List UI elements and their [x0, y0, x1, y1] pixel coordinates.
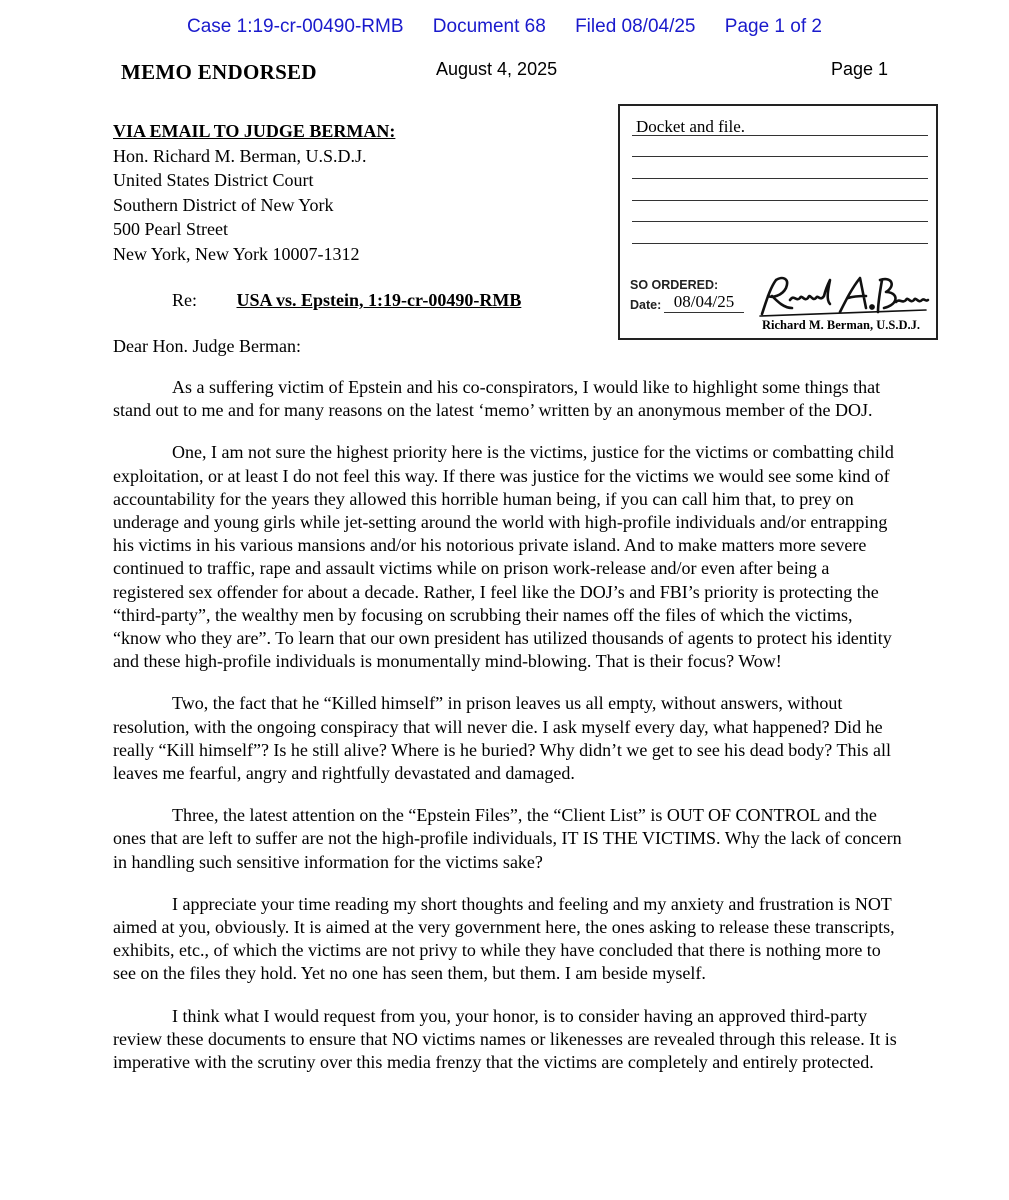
so-ordered-stamp	[618, 104, 938, 340]
address-block	[113, 119, 395, 266]
document-number: Document 68	[432, 16, 546, 37]
body-paragraph: One, I am not sure the highest priority here is the victims, justice for the victims or combatting child exploitation, or at least I do not feel this way. If there was justice for the victims we would see some kind of accountability for the years they allowed this horrible human being, if you can call him that, to prey on underage and young girls while jet-setting around the world with high-profile individuals and/or entrapping his victims in his various mansions and/or his notorious private island. And to make matters more severe continued to traffic, rape and assault victims while on prison work-release and/or even after being a registered sex offender for about a decade. Rather, I feel like the DOJ’s and FBI’s priority is protecting the “third-party”, the wealthy men by focusing on scrubbing their names off the files of which the victims, “know who they are”. To learn that our own president has utilized thousands of agents to protect his identity and these high-profile individuals is monumentally mind-blowing. That is their focus? Wow!	[113, 442, 894, 672]
re-line	[172, 290, 521, 311]
stamp-rule	[632, 135, 928, 136]
memo-endorsed-title: MEMO ENDORSED	[121, 60, 317, 84]
so-ordered-label: SO ORDERED:	[630, 278, 719, 292]
body-paragraph: I think what I would request from you, your honor, is to consider having an approved third-party review these documents to ensure that NO victims names or likenesses are revealed through this release. It is imperative with the scrutiny over this media frenzy that the victims are completely and entirely protected.	[113, 1005, 897, 1073]
body-paragraph: I appreciate your time reading my short thoughts and feeling and my anxiety and frustration is NOT aimed at you, obviously. It is aimed at the very government here, the ones asking to release these transcripts, exhibits, etc., of which the victims are not privy to while they have concluded that there is nothing more to see on the files they hold. Yet no one has seen them, but them. I am beside myself.	[113, 893, 895, 984]
body-paragraph: Three, the latest attention on the “Epstein Files”, the “Client List” is OUT OF CONTROL and the ones that are left to suffer are not the high-profile individuals, IT IS THE VICTIMS. Why the lack of concern in handling such sensitive information for the victims sake?	[113, 805, 902, 872]
address-line: 500 Pearl Street	[113, 219, 228, 239]
salutation: Dear Hon. Judge Berman:	[113, 336, 301, 356]
stamp-date-value: 08/04/25	[664, 292, 744, 313]
stamp-rule	[632, 200, 928, 201]
stamp-rule	[632, 156, 928, 157]
case-number: Case 1:19-cr-00490-RMB	[187, 16, 404, 37]
filed-date: Filed 08/04/25	[575, 16, 696, 37]
filing-header	[0, 16, 1009, 38]
docket-note: Docket and file.	[636, 117, 746, 136]
letter-date: August 4, 2025	[436, 59, 558, 79]
address-line: New York, New York 10007-1312	[113, 243, 360, 264]
address-line: United States District Court	[113, 170, 314, 190]
body-paragraph: Two, the fact that he “Killed himself” in prison leaves us all empty, without answers, without resolution, with the ongoing conspiracy that will never die. I ask myself every day, what happened? Did he really “Kill himself”? Is he still alive? Where is he buried? Why didn’t we get to see his dead body? This all leaves me fearful, angry and rightfully devastated and damaged.	[113, 693, 891, 784]
letter-body	[113, 376, 903, 1093]
signer-name: Richard M. Berman, U.S.D.J.	[762, 318, 920, 332]
page-label: Page 1	[831, 59, 889, 79]
stamp-rule	[632, 243, 928, 244]
page-count: Page 1 of 2	[724, 16, 822, 37]
address-line: Hon. Richard M. Berman, U.S.D.J.	[113, 145, 367, 166]
re-label: Re:	[172, 290, 197, 310]
stamp-rule	[632, 178, 928, 179]
via-email-heading: VIA EMAIL TO JUDGE BERMAN:	[113, 121, 396, 141]
judge-signature	[756, 274, 931, 320]
re-case: USA vs. Epstein, 1:19-cr-00490-RMB	[236, 290, 522, 310]
stamp-rule	[632, 221, 928, 222]
address-line: Southern District of New York	[113, 194, 334, 215]
body-paragraph: As a suffering victim of Epstein and his co-conspirators, I would like to highlight some things that stand out to me and for many reasons on the latest ‘memo’ written by an anonymous member of the DOJ.	[113, 377, 881, 421]
stamp-date-label: Date:	[630, 298, 662, 312]
